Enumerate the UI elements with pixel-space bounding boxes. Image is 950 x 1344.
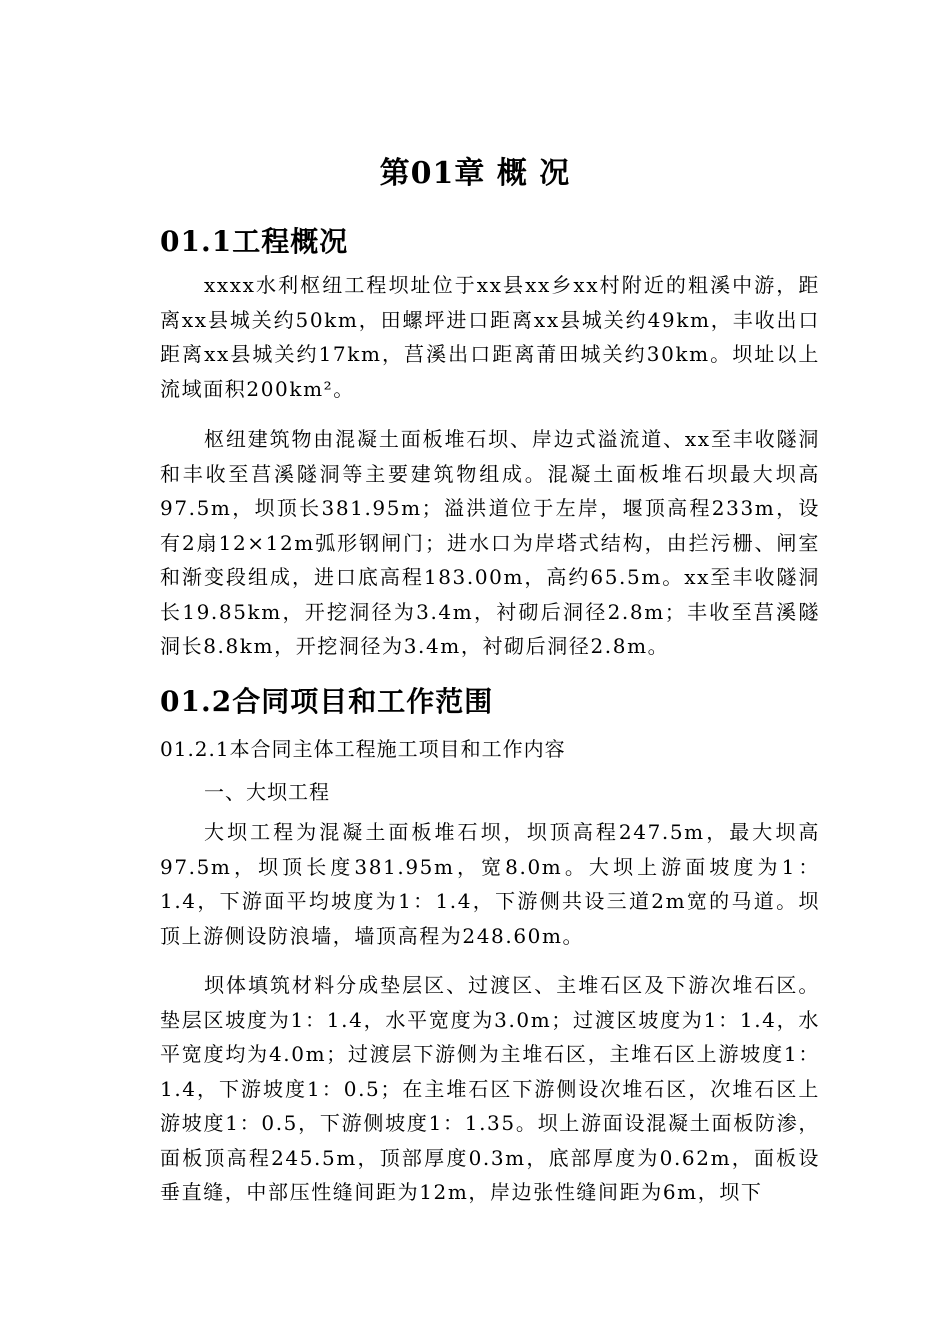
paragraph-hub-structures: 枢纽建筑物由混凝土面板堆石坝、岸边式溢流道、xx至丰收隧洞和丰收至莒溪隧洞等主要建筑物组成。混凝土面板堆石坝最大坝高97.5m，坝顶长381.95m；溢洪道位于左岸，堰顶高程233m，设有2扇12×12m弧形钢闸门；进水口为岸塔式结构，由拦污栅、闸室和渐变段组成，进口底高程183.00m，高约65.5m。xx至丰收隧洞长19.85km，开挖洞径为3.4m，衬砌后洞径2.8m；丰收至莒溪隧洞长8.8km，开挖洞径为3.4m，衬砌后洞径2.8m。	[160, 427, 820, 658]
item-heading-dam: 一、大坝工程	[204, 780, 330, 804]
paragraph-dam-fill-zones: 坝体填筑材料分成垫层区、过渡区、主堆石区及下游次堆石区。垫层区坡度为1：1.4，水平宽度为3.0m；过渡区坡度为1：1.4，水平宽度均为4.0m；过渡层下游侧为主堆石区，主堆石区上游坡度1：1.4，下游坡度1：0.5；在主堆石区下游侧设次堆石区，次堆石区上游坡度1：0.5，下游侧坡度1：1.35。坝上游面设混凝土面板防渗，面板顶高程245.5m，顶部厚度0.3m，底部厚度为0.62m，面板设垂直缝，中部压性缝间距为12m，岸边张性缝间距为6m，坝下	[160, 973, 820, 1204]
section-heading-contract-scope: 01.2合同项目和工作范围	[160, 685, 494, 718]
chapter-title: 第01章 概 况	[379, 156, 571, 191]
paragraph-project-location: xxxx水利枢纽工程坝址位于xx县xx乡xx村附近的粗溪中游，距离xx县城关约50km，田螺坪进口距离xx县城关约49km，丰收出口距离xx县城关约17km，莒溪出口距离莆田城关约30km。坝址以上流域面积200km²。	[160, 273, 820, 401]
subsection-heading: 01.2.1本合同主体工程施工项目和工作内容	[160, 737, 566, 761]
paragraph-dam-project: 大坝工程为混凝土面板堆石坝，坝顶高程247.5m，最大坝高97.5m，坝顶长度381.95m，宽8.0m。大坝上游面坡度为1：1.4，下游面平均坡度为1：1.4，下游侧共设三道2m宽的马道。坝顶上游侧设防浪墙，墙顶高程为248.60m。	[160, 820, 820, 948]
section-heading-overview: 01.1工程概况	[160, 225, 349, 258]
